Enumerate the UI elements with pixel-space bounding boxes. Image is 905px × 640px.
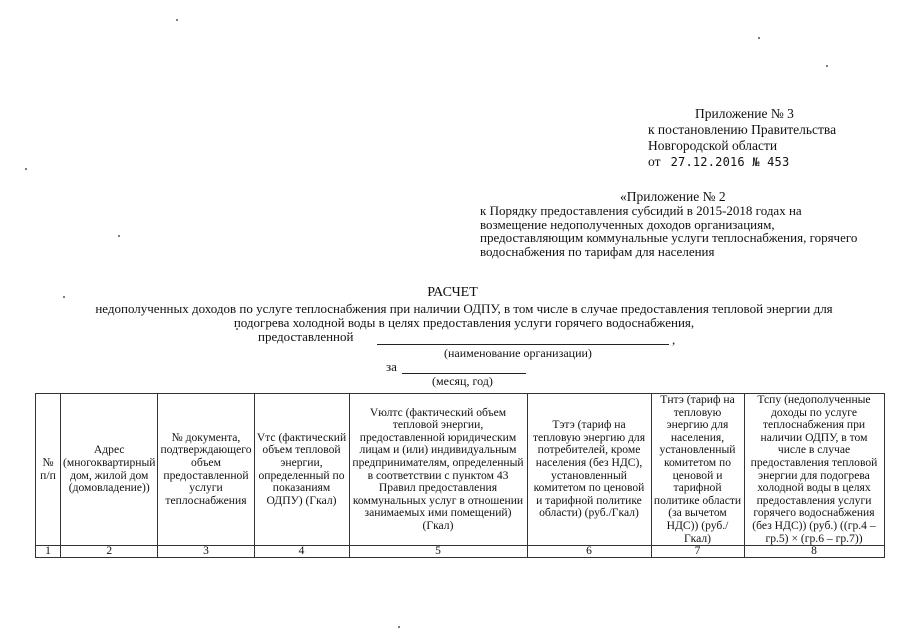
scan-speck xyxy=(398,626,400,628)
column-number: 1 xyxy=(36,546,61,558)
doc-subtitle: недополученных доходов по услуге теплоснабжения при наличии ОДПУ, в том числе в случае предоставления тепловой энергии для подогрева холодной воды в целях предоставления услуги горячего водоснабжения, xyxy=(95,301,833,330)
date-prefix: от xyxy=(648,154,661,169)
org-name-field xyxy=(377,344,669,345)
provided-label: предоставленной xyxy=(258,329,354,344)
appendix2-title: «Приложение № 2 xyxy=(620,189,726,204)
scan-speck xyxy=(118,235,120,237)
appendix2-text: к Порядку предоставления субсидий в 2015-2018 годах на возмещение недополученных доходов организациям, предоставляющим коммунальные услуги теплоснабжения, горячего водоснабжения по тарифам для населения xyxy=(480,203,858,259)
header-cell: Vюлтс (фактический объем тепловой энергии, предоставленной юридическим лицам и (или) индивидуальным предпринимателям, определенный в соответствии с пунктом 43 Правил предоставления коммунальных услуг в отношении занимаемых ими помещений) (Гкал) xyxy=(349,394,527,546)
table-number-row xyxy=(36,546,885,558)
header-cell: Vтс (фактический объем тепловой энергии, определенный по показаниям ОДПУ) (Гкал) xyxy=(254,394,349,546)
column-number: 7 xyxy=(651,546,744,558)
header-cell: Адрес (многоквартирный дом, жилой дом (домовладение)) xyxy=(61,394,158,546)
scan-speck xyxy=(758,37,760,39)
header-cell: Тнтэ (тариф на тепловую энергию для населения, установленный комитетом по ценовой и тарифной политике области (за вычетом НДС)) (руб./Гкал) xyxy=(651,394,744,546)
scan-speck xyxy=(176,19,178,21)
column-number: 8 xyxy=(744,546,884,558)
org-hint: (наименование организации) xyxy=(444,346,592,360)
appendix3-line3: Новгородской области xyxy=(648,138,778,153)
appendix3-block xyxy=(648,106,836,170)
period-label: за xyxy=(386,359,397,374)
appendix3-date xyxy=(648,154,836,170)
column-number: 4 xyxy=(254,546,349,558)
header-cell: Тспу (недополученные доходы по услуге теплоснабжения при наличии ОДПУ, в том числе в случае предоставления тепловой энергии для подогрева холодной воды в целях предоставления услуги горячего водоснабжения (без НДС)) (руб.) ((гр.4 – гр.5) × (гр.6 – гр.7)) xyxy=(744,394,884,546)
column-number: 5 xyxy=(349,546,527,558)
column-number: 3 xyxy=(158,546,254,558)
date-value: 27.12.2016 № 453 xyxy=(670,155,790,169)
appendix3-title: Приложение № 3 xyxy=(695,106,794,121)
header-cell: № п/п xyxy=(36,394,61,546)
appendix3-line2: к постановлению Правительства xyxy=(648,122,837,137)
header-cell: Тэтэ (тариф на тепловую энергию для потребителей, кроме населения (без НДС), установленный комитетом по ценовой и тарифной политике области) (руб./Гкал) xyxy=(527,394,651,546)
doc-title: РАСЧЕТ xyxy=(427,285,478,300)
scan-speck xyxy=(826,65,828,67)
column-number: 6 xyxy=(527,546,651,558)
period-hint: (месяц, год) xyxy=(432,374,493,388)
scan-speck xyxy=(25,168,27,170)
column-number: 2 xyxy=(61,546,158,558)
calculation-table xyxy=(35,393,885,558)
header-cell: № документа, подтверждающего объем предоставленной услуги теплоснабжения xyxy=(158,394,254,546)
table-header-row xyxy=(36,394,885,546)
comma: , xyxy=(672,332,676,347)
